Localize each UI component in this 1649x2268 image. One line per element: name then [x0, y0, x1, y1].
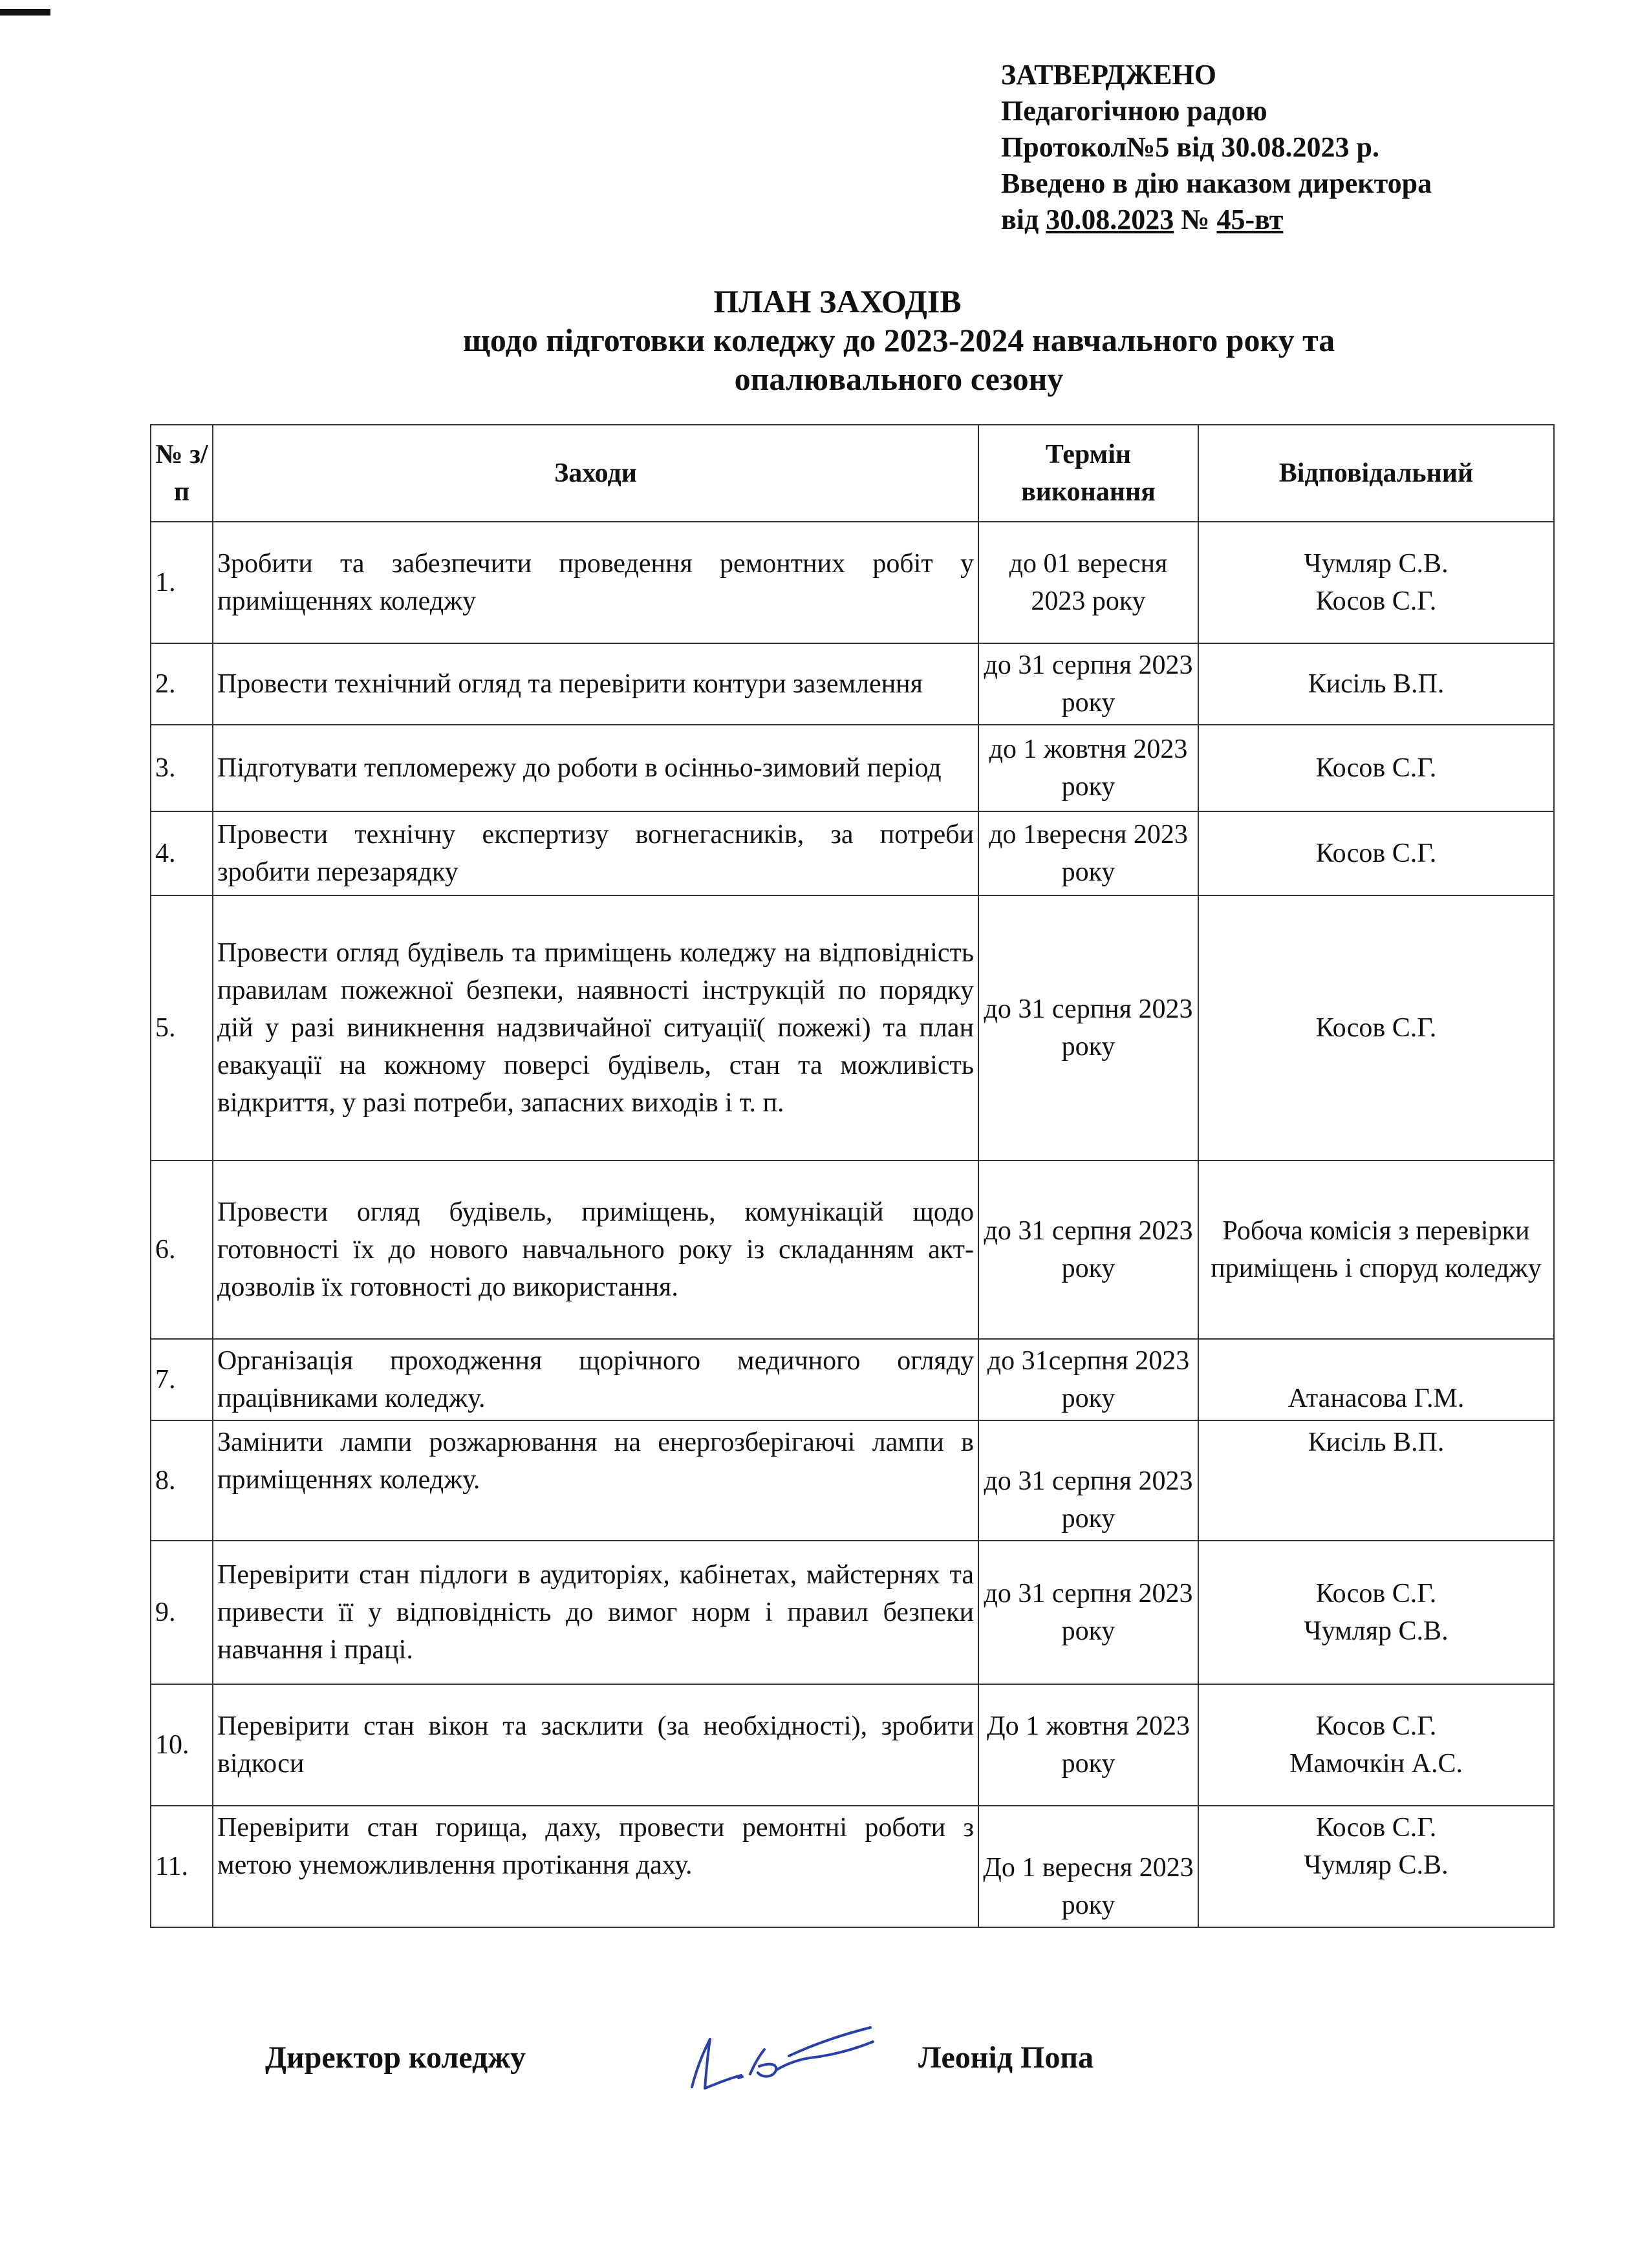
responsible-person: Косов С.Г.: [1315, 586, 1437, 616]
approval-order-number: 45-вт: [1216, 204, 1284, 235]
row-number: 10.: [151, 1684, 213, 1806]
row-number: 5.: [151, 895, 213, 1161]
title-main: ПЛАН ЗАХОДІВ: [713, 283, 962, 319]
director-label: Директор коледжу: [265, 2040, 526, 2075]
row-responsible: [1198, 1684, 1554, 1806]
row-action: Замінити лампи розжарювання на енергозберігаючі лампи в приміщеннях коледжу.: [213, 1420, 978, 1541]
row-number: 3.: [151, 725, 213, 811]
approval-stamp-block: [1001, 57, 1432, 238]
row-term: до 31 серпня 2023 року: [978, 895, 1198, 1161]
row-responsible: [1198, 1541, 1554, 1684]
responsible-person: Чумляр С.В.: [1304, 549, 1449, 579]
document-title: [0, 282, 1649, 398]
row-number: 9.: [151, 1541, 213, 1684]
row-action: Провести технічну експертизу вогнегасників, за потреби зробити перезарядку: [213, 811, 978, 895]
responsible-person: Косов С.Г.: [1315, 1579, 1437, 1609]
row-number: 4.: [151, 811, 213, 895]
responsible-person: Мамочкін А.С.: [1289, 1749, 1463, 1779]
row-responsible: Атанасова Г.М.: [1198, 1339, 1554, 1420]
row-term: До 1 вересня 2023 року: [978, 1806, 1198, 1927]
table-row: [151, 1684, 1554, 1806]
approval-line-5-prefix: від: [1001, 204, 1039, 235]
approval-line-2: Педагогічною радою: [1001, 95, 1267, 127]
header-number: № з/п: [151, 425, 213, 522]
director-signature: [679, 2011, 886, 2101]
row-term: До 1 жовтня 2023 року: [978, 1684, 1198, 1806]
row-action: Перевірити стан вікон та засклити (за необхідності), зробити відкоси: [213, 1684, 978, 1806]
row-action: Провести огляд будівель та приміщень коледжу на відповідність правилам пожежної безпеки, наявності інструкцій по порядку дій у разі виникнення надзвичайної ситуації( пожежі) та план евакуації на кожному поверсі будівель, стан та можливість відкриття, у разі потреби, запасних виходів і т. п.: [213, 895, 978, 1161]
row-responsible: Кисіль В.П.: [1198, 643, 1554, 725]
row-number: 1.: [151, 522, 213, 643]
row-term: до 1 жовтня 2023 року: [978, 725, 1198, 811]
row-responsible: Кисіль В.П.: [1198, 1420, 1554, 1541]
table-row: [151, 1541, 1554, 1684]
row-action: Зробити та забезпечити проведення ремонтних робіт у приміщеннях коледжу: [213, 522, 978, 643]
row-term: до 1вересня 2023 року: [978, 811, 1198, 895]
row-responsible: [1198, 1806, 1554, 1927]
header-action: Заходи: [213, 425, 978, 522]
responsible-person: Косов С.Г.: [1315, 1813, 1437, 1843]
table-row: [151, 725, 1554, 811]
row-responsible: Косов С.Г.: [1198, 895, 1554, 1161]
approval-line-4: Введено в дію наказом директора: [1001, 167, 1432, 199]
row-responsible: Робоча комісія з перевірки приміщень і споруд коледжу: [1198, 1161, 1554, 1339]
table-row: [151, 895, 1554, 1161]
row-number: 2.: [151, 643, 213, 725]
row-number: 7.: [151, 1339, 213, 1420]
row-action: Провести технічний огляд та перевірити контури заземлення: [213, 643, 978, 725]
row-term: до 31 серпня 2023 року: [978, 643, 1198, 725]
row-responsible: Косов С.Г.: [1198, 725, 1554, 811]
table-row: [151, 522, 1554, 643]
scan-edge-mark: [0, 9, 50, 16]
row-action: Перевірити стан горища, даху, провести ремонтні роботи з метою унеможливлення протікання даху.: [213, 1806, 978, 1927]
responsible-person: Чумляр С.В.: [1304, 1616, 1449, 1646]
approval-line-5: [1001, 202, 1432, 238]
row-action: Організація проходження щорічного медичного огляду працівниками коледжу.: [213, 1339, 978, 1420]
row-term: до 01 вересня 2023 року: [978, 522, 1198, 643]
row-number: 6.: [151, 1161, 213, 1339]
responsible-person: Косов С.Г.: [1315, 1711, 1437, 1741]
responsible-person: Чумляр С.В.: [1304, 1850, 1449, 1880]
row-term: до 31 серпня 2023 року: [978, 1541, 1198, 1684]
table-row: [151, 1161, 1554, 1339]
table-row: [151, 1806, 1554, 1927]
row-action: Підготувати тепломережу до роботи в осінньо-зимовий період: [213, 725, 978, 811]
approval-line-1: ЗАТВЕРДЖЕНО: [1001, 59, 1216, 91]
title-subtitle-line-1: щодо підготовки коледжу до 2023-2024 навчального року та: [462, 322, 1335, 358]
row-term: до 31серпня 2023 року: [978, 1339, 1198, 1420]
table-row: [151, 1420, 1554, 1541]
measures-table: [150, 424, 1555, 1928]
header-responsible: Відповідальний: [1198, 425, 1554, 522]
approval-order-date: 30.08.2023: [1046, 204, 1174, 235]
table-row: [151, 1339, 1554, 1420]
table-header-row: [151, 425, 1554, 522]
approval-line-3: Протокол№5 від 30.08.2023 р.: [1001, 131, 1379, 163]
approval-number-sign: №: [1181, 204, 1210, 235]
row-responsible: [1198, 522, 1554, 643]
row-responsible: Косов С.Г.: [1198, 811, 1554, 895]
row-term: до 31 серпня 2023 року: [978, 1420, 1198, 1541]
row-action: Провести огляд будівель, приміщень, комунікацій щодо готовності їх до нового навчального року із складанням акт- дозволів їх готовності до використання.: [213, 1161, 978, 1339]
table-row: [151, 811, 1554, 895]
header-term: Термін виконання: [978, 425, 1198, 522]
row-action: Перевірити стан підлоги в аудиторіях, кабінетах, майстернях та привести її у відповідність до вимог норм і правил безпеки навчання і праці.: [213, 1541, 978, 1684]
director-name: Леонід Попа: [918, 2040, 1094, 2075]
row-number: 8.: [151, 1420, 213, 1541]
row-number: 11.: [151, 1806, 213, 1927]
title-subtitle-line-2: опалювального сезону: [734, 361, 1064, 397]
table-row: [151, 643, 1554, 725]
row-term: до 31 серпня 2023 року: [978, 1161, 1198, 1339]
